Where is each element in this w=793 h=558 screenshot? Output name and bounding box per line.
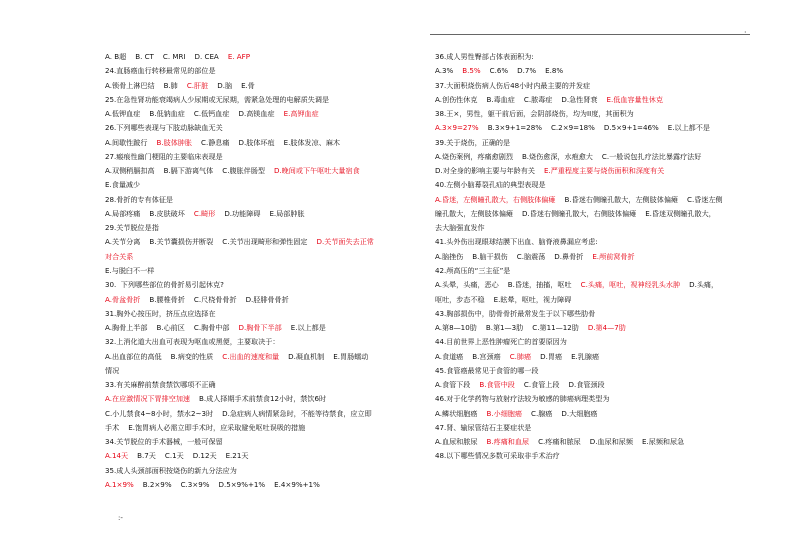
- question-text: 呕吐，步态不稳 E.眩晕，呕吐，视力障碍: [435, 294, 572, 304]
- exam-line: [435, 350, 753, 364]
- exam-line: [435, 392, 753, 406]
- exam-line: [435, 50, 753, 64]
- exam-line: [435, 136, 753, 150]
- exam-line: [435, 250, 753, 264]
- answer-text: A.骨盆骨折: [105, 294, 141, 304]
- answer-text: C.肺癌: [509, 351, 532, 361]
- question-text: 31.胸外心按压时，挤压点应选择在: [105, 308, 216, 318]
- answer-text: E.低血容量性休克: [606, 94, 663, 104]
- exam-line: [105, 435, 423, 449]
- question-text: 29.关节脱位是指: [105, 223, 159, 233]
- question-text: A.间歇性跛行: [105, 137, 157, 147]
- answer-text: B.小细胞癌: [486, 408, 522, 418]
- exam-line: [435, 264, 753, 278]
- question-text: 47.肾、输尿管结石主要症状是: [435, 422, 532, 432]
- question-text: D.对全身的影响主要与年龄有关: [435, 166, 544, 176]
- question-text: A.食管下段: [435, 380, 480, 390]
- right-column: [435, 50, 753, 464]
- answer-text: E.高钾血症: [283, 109, 319, 119]
- question-text: D.功能障碍 E.局部肿胀: [215, 208, 305, 218]
- exam-line: [105, 136, 423, 150]
- question-text: D.头痛，: [680, 280, 719, 290]
- top-rule: [430, 34, 750, 35]
- exam-line: [105, 107, 423, 121]
- question-text: B.腰椎骨折 C.尺桡骨骨折 D.胫腓骨骨折: [140, 294, 289, 304]
- exam-line: [435, 235, 753, 249]
- exam-line: [435, 321, 753, 335]
- exam-line: [435, 107, 753, 121]
- question-text: A.第8—10肋 B.第1—3肋 C.第11—12肋: [435, 323, 588, 333]
- exam-line: [435, 407, 753, 421]
- footer-mark: :-: [118, 514, 123, 522]
- question-text: 37.大面积烧伤病人伤后48小时内最主要的并发症: [435, 80, 591, 90]
- question-text: C.6% D.7% E.8%: [480, 66, 564, 76]
- question-text: 48.以下哪些情况多数可采取非手术治疗: [435, 451, 560, 461]
- question-text: 39.关于烧伤，正确的是: [435, 137, 511, 147]
- question-text: D.凝血机制 E.胃肠蠕动: [279, 351, 369, 361]
- answer-text: B.疼痛和血尿: [486, 437, 530, 447]
- question-text: C.疼痛和脓尿 D.血尿和尿频 E.尿频和尿急: [529, 437, 685, 447]
- question-text: A.头晕，头痛，恶心 B.昏迷，抽搐，呕吐: [435, 280, 581, 290]
- left-column: [105, 50, 423, 492]
- question-text: A.血尿和脓尿: [435, 437, 487, 447]
- question-text: 45.食管癌最常见于食管的哪一段: [435, 365, 539, 375]
- answer-text: E. AFP: [227, 52, 251, 61]
- question-text: 33.有关麻醉前禁食禁饮哪项不正确: [105, 380, 216, 390]
- answer-text: E.颅前窝骨折: [592, 251, 635, 261]
- question-text: A. B超 B. CT C. MRI D. CEA: [105, 52, 228, 61]
- exam-line: [105, 278, 423, 292]
- exam-line: [105, 178, 423, 192]
- exam-line: [435, 378, 753, 392]
- question-text: A.出血部位的高低 B.病变的性质: [105, 351, 223, 361]
- question-text: A.胸骨上半部 B.心前区 C.胸骨中部: [105, 323, 239, 333]
- question-text: D.脑 E.骨: [208, 80, 255, 90]
- question-text: 30. 下列哪些部位的骨折易引起休克?: [105, 280, 224, 290]
- exam-line: [435, 293, 753, 307]
- question-text: A.创伤性休克 B.毒血症 C.脓毒症 D.急性肾衰: [435, 94, 607, 104]
- question-text: 27.瘢痕性幽门梗阻的主要临床表现是: [105, 151, 223, 161]
- question-text: A.烧伤案例，疼痛愈剧烈 B.烧伤愈深，水疱愈大 C.一般说包扎疗法比暴露疗法好: [435, 151, 702, 161]
- exam-line: [435, 193, 753, 207]
- exam-line: [105, 293, 423, 307]
- exam-line: [105, 50, 423, 64]
- exam-line: [105, 407, 423, 421]
- exam-line: [435, 150, 753, 164]
- answer-text: D.晚间或下午呕吐大量宿食: [273, 166, 360, 176]
- exam-line: [435, 449, 753, 463]
- exam-line: [105, 307, 423, 321]
- answer-text: B.食管中段: [479, 380, 515, 390]
- exam-line: [435, 435, 753, 449]
- question-text: E.以上都是: [281, 323, 326, 333]
- exam-line: [105, 392, 423, 406]
- exam-line: [105, 421, 423, 435]
- answer-text: E.严重程度主要与烧伤面积和深度有关: [543, 166, 665, 176]
- question-text: A.3%: [435, 66, 463, 76]
- exam-line: [105, 250, 423, 264]
- question-text: A.鳞状细胞癌: [435, 408, 487, 418]
- exam-line: [105, 378, 423, 392]
- exam-line: [105, 193, 423, 207]
- exam-line: [435, 307, 753, 321]
- exam-line: [105, 164, 423, 178]
- exam-line: [105, 464, 423, 478]
- answer-text: D.胸骨下半部: [238, 323, 282, 333]
- exam-line: [435, 421, 753, 435]
- exam-line: [435, 207, 753, 221]
- question-text: C.腺癌 D.大细胞癌: [521, 408, 598, 418]
- exam-line: [105, 64, 423, 78]
- question-text: A.双侧稍膈扣高 B.膈下游离气体 C.腹胀伴肠型: [105, 166, 274, 176]
- answer-text: D.关节面失去正常: [316, 237, 374, 247]
- question-text: C.食管上段 D.食管颈段: [514, 380, 605, 390]
- question-text: 35.成人头颈部面积按烧伤的新九分法应为: [105, 465, 237, 475]
- question-text: 36.成人男性臀部占体表面积为:: [435, 52, 534, 61]
- question-text: E.食量减少: [105, 180, 141, 190]
- question-text: E.与脱臼不一样: [105, 265, 155, 275]
- exam-line: [105, 321, 423, 335]
- question-text: 26.下列哪些表现与下肢动脉缺血无关: [105, 123, 223, 133]
- exam-line: [105, 207, 423, 221]
- question-text: 情况: [105, 365, 120, 375]
- exam-line: [105, 364, 423, 378]
- question-text: C.小儿禁食4~8小时，禁水2~3时 D.急症病人病情紧急时，不能等待禁食，应立即: [105, 408, 372, 418]
- exam-line: [105, 221, 423, 235]
- question-text: 44.目前世界上恶性肿瘤死亡的首要原因为: [435, 337, 567, 347]
- question-text: A.锁骨上淋巴结 B.肺: [105, 80, 187, 90]
- answer-text: A.昏迷，左侧瞳孔散大，右侧肢体偏瘫: [435, 194, 556, 204]
- question-text: D.胃癌 E.乳腺癌: [531, 351, 600, 361]
- exam-line: [435, 278, 753, 292]
- question-text: A.局部疼痛 B.皮肤破坏: [105, 208, 194, 218]
- answer-text: C.畸形: [193, 208, 216, 218]
- question-text: 28.骨折的专有体征是: [105, 194, 174, 204]
- question-text: A.低钾血症 B.低钠血症 C.低钙血症 D.高镁血症: [105, 109, 284, 119]
- question-text: 42.颅高压的“三主征”是: [435, 265, 511, 275]
- exam-line: [105, 350, 423, 364]
- exam-line: [435, 178, 753, 192]
- question-text: 32.上消化道大出血可表现为呕血或黑便，主要取决于：: [105, 337, 280, 347]
- question-text: A.食道癌 B.宫颈癌: [435, 351, 510, 361]
- question-text: 瞳孔散大，左侧肢体偏瘫 D.昏迷右侧瞳孔散大，右侧肢体偏瘫 E.昏迷双侧瞳孔散大，: [435, 208, 716, 218]
- question-text: 25.在急性肾功能衰竭病人少尿期或无尿期，需紧急处理的电解质失调是: [105, 94, 330, 104]
- exam-line: [435, 164, 753, 178]
- exam-line: [435, 64, 753, 78]
- exam-line: [435, 93, 753, 107]
- question-text: C.静息痛 D.肢体坏疽 E.肢体发凉、麻木: [191, 137, 341, 147]
- exam-line: [105, 335, 423, 349]
- exam-line: [105, 235, 423, 249]
- answer-text: D.第4—7肋: [587, 323, 626, 333]
- answer-text: A.在应激情况下胃排空加速: [105, 394, 191, 404]
- question-text: 去大脑强直发作: [435, 223, 485, 233]
- question-text: 46.对于化学药物与放射疗法较为敏感的肺癌病理类型为: [435, 394, 610, 404]
- exam-line: [105, 93, 423, 107]
- question-text: B.2×9% C.3×9% D.5×9%+1% E.4×9%+1%: [133, 479, 320, 489]
- question-text: 40.左侧小脑幕裂孔疝的典型表现是: [435, 180, 546, 190]
- exam-line: [105, 150, 423, 164]
- question-text: 24.直肠癌血行转移最常见的部位是: [105, 66, 216, 76]
- exam-line: [105, 79, 423, 93]
- question-text: 38.王×，男性，躯干前后面，会阴部烧伤，均为II度，其面积为: [435, 109, 634, 119]
- answer-text: C.头痛，呕吐，视神经乳头水肿: [580, 280, 681, 290]
- question-text: B.成人择期手术前禁食12小时，禁饮6时: [190, 394, 327, 404]
- question-text: 43.胸部损伤中，肋骨骨折最常发生于以下哪些肋骨: [435, 308, 596, 318]
- answer-text: 对合关系: [105, 251, 134, 261]
- exam-line: [435, 335, 753, 349]
- answer-text: A.14天: [105, 451, 129, 461]
- question-text: 41.头外伤出现眼球结膜下出血、脑脊液鼻漏应考虑:: [435, 237, 598, 247]
- answer-text: C.出血的速度和量: [222, 351, 280, 361]
- question-text: A.脑挫伤 B.脑干损伤 C.脑震荡 D.鼻骨折: [435, 251, 593, 261]
- answer-text: A.3×9=27%: [435, 123, 479, 133]
- question-text: B.3×9+1=28% C.2×9=18% D.5×9+1=46% E.以上都不是: [478, 123, 710, 133]
- answer-text: C.肝脏: [186, 80, 209, 90]
- exam-line: [435, 364, 753, 378]
- question-text: A.关节分离 B.关节囊损伤并断裂 C.关节出现畸形和弹性固定: [105, 237, 317, 247]
- question-text: B.昏迷右侧瞳孔散大，左侧肢体偏瘫 C.昏迷左侧: [555, 194, 723, 204]
- exam-line: [105, 478, 423, 492]
- answer-text: B.肢体肿胀: [156, 137, 192, 147]
- exam-line: [105, 121, 423, 135]
- question-text: 34.关节脱位的手术器械，一般可保留: [105, 437, 223, 447]
- exam-line: [105, 264, 423, 278]
- exam-line: [435, 221, 753, 235]
- answer-text: B.5%: [462, 66, 481, 76]
- exam-line: [105, 449, 423, 463]
- exam-line: [435, 121, 753, 135]
- header-mark: ·: [744, 28, 747, 37]
- answer-text: A.1×9%: [105, 479, 134, 489]
- exam-line: [435, 79, 753, 93]
- question-text: B.7天 C.1天 D.12天 E.21天: [128, 451, 249, 461]
- question-text: 手术 E.饱胃病人必需立即手术时，应采取避免呕吐误吸的措施: [105, 422, 306, 432]
